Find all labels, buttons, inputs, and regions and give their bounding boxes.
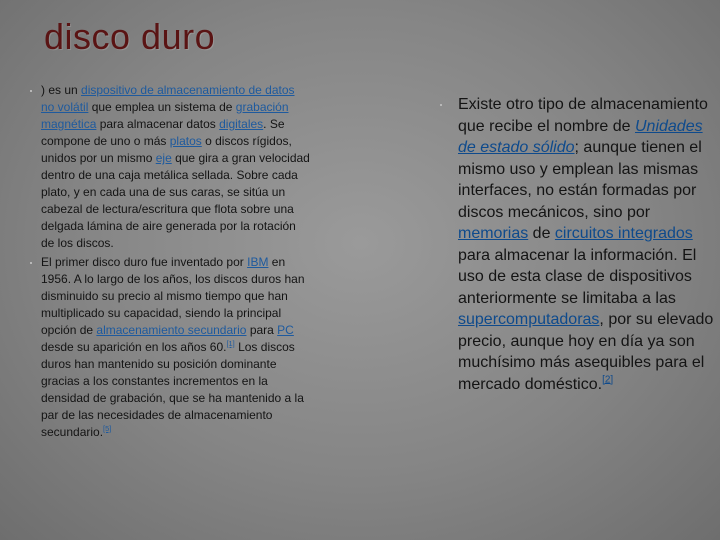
text-segment: desde su aparición en los años 60.: [41, 340, 227, 354]
text-segment: Los discos duros han mantenido su posición dominante gracias a los constantes incrementos en la densidad de grabación, que se ha mantenido a la par de las necesidades de almacenamiento secundario.: [41, 340, 304, 439]
text-segment: que emplea un sistema de: [88, 100, 236, 114]
text-segment: . Se compone de uno o más: [41, 117, 285, 148]
bullet-item: [30, 82, 310, 252]
bullet-item: [30, 254, 310, 441]
paragraph-text: [458, 96, 713, 393]
link-eje[interactable]: eje: [155, 151, 172, 165]
link-dispositivo-almacenamiento[interactable]: dispositivo de almacenamiento de datos: [81, 83, 295, 97]
link-ibm[interactable]: IBM: [247, 255, 269, 269]
footnote-link-2[interactable]: [2]: [602, 374, 614, 386]
link-digitales[interactable]: digitales: [219, 117, 264, 131]
bullet-marker-icon: [440, 104, 442, 106]
text-segment: , por su elevado precio, aunque hoy en día ya son muchísimo más asequibles para el mercado doméstico.: [458, 311, 714, 393]
bullet-item: [440, 94, 715, 395]
text-segment: para: [246, 323, 278, 337]
link-circuitos-integrados[interactable]: circuitos integrados: [554, 225, 693, 242]
text-segment: que gira a gran velocidad dentro de una caja metálica sellada. Sobre cada plato, y en cada una de sus caras, se sitúa un cabezal de lectura/escritura que flota sobre una delgada lámina de aire generada por la rotación de los discos.: [41, 151, 310, 250]
left-text-column: [30, 82, 310, 443]
text-segment: de: [528, 225, 555, 242]
link-no-volatil[interactable]: no volátil: [41, 100, 89, 114]
text-segment: para almacenar datos: [96, 117, 220, 131]
slide-title: disco duro: [44, 16, 216, 57]
link-platos[interactable]: platos: [169, 134, 202, 148]
bullet-marker-icon: [30, 262, 32, 264]
paragraph-text: [41, 83, 310, 250]
right-text-column: [440, 94, 715, 395]
text-segment: o discos rígidos, unidos por un mismo: [41, 134, 292, 165]
text-segment: El primer disco duro fue inventado por: [41, 255, 248, 269]
text-segment: Existe otro tipo de almacenamiento que recibe el nombre de: [458, 96, 708, 135]
text-segment: ) es un: [41, 83, 82, 97]
link-pc[interactable]: PC: [277, 323, 294, 337]
left-bullet-list: [30, 82, 310, 441]
right-bullet-list: [440, 94, 715, 395]
bullet-marker-icon: [30, 90, 32, 92]
link-grabacion-magnetica[interactable]: grabación magnética: [41, 100, 289, 131]
link-unidades-estado-solido[interactable]: Unidades de estado sólido: [458, 117, 703, 156]
link-memorias[interactable]: memorias: [458, 225, 529, 242]
text-segment: ; aunque tienen el mismo uso y emplean las mismas interfaces, no están formadas por discos mecánicos, sino por: [458, 139, 702, 221]
link-supercomputadoras[interactable]: supercomputadoras: [458, 311, 600, 328]
paragraph-text: [41, 255, 305, 439]
text-segment: en 1956. A lo largo de los años, los discos duros han disminuido su precio al mismo tiempo que han multiplicado su capacidad, siendo la principal opción de: [41, 255, 305, 337]
footnote-link-5[interactable]: [5]: [103, 424, 112, 433]
footnote-link-1[interactable]: [1]: [226, 339, 235, 348]
link-almacenamiento-secundario[interactable]: almacenamiento secundario: [96, 323, 247, 337]
text-segment: para almacenar la información. El uso de esta clase de dispositivos anteriormente se limitaba a las: [458, 246, 697, 307]
